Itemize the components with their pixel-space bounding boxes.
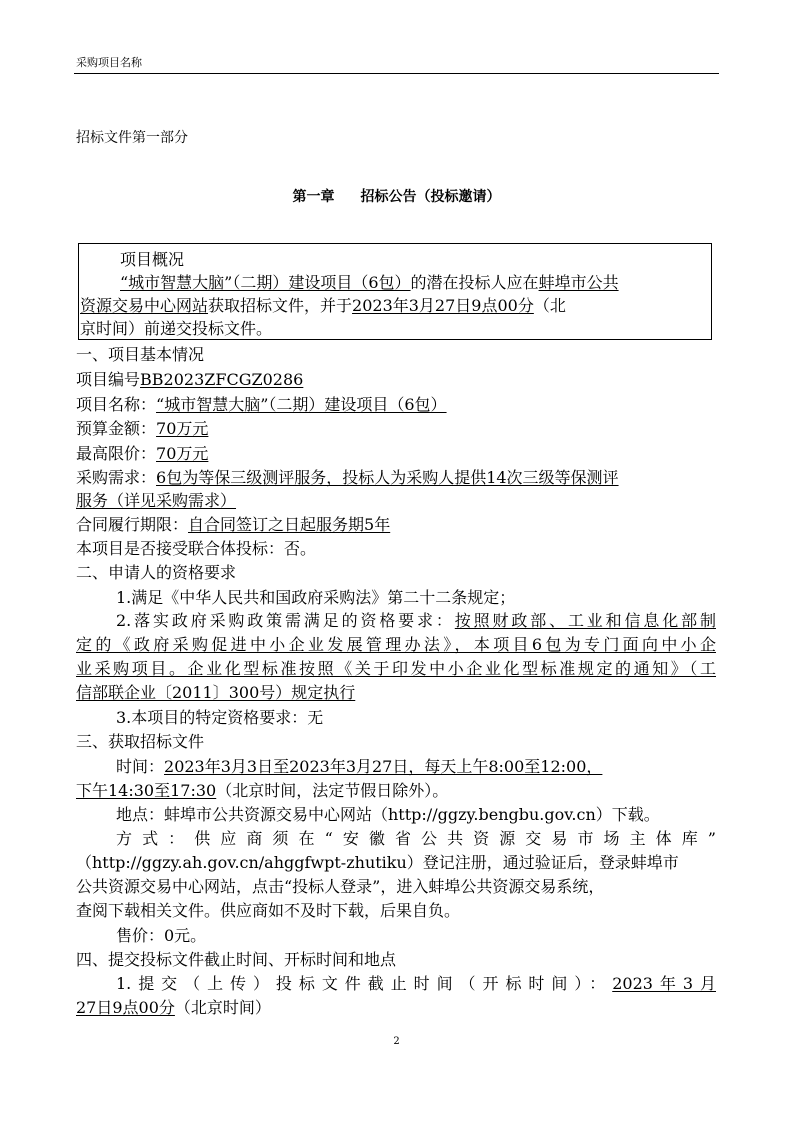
project-name-row: 项目名称：“城市智慧大脑”（二期）建设项目（6包） [76, 395, 447, 414]
demand-row: 采购需求：6包为等保三级测评服务，投标人为采购人提供14次三级等保测评 [76, 468, 619, 487]
header-divider [74, 73, 719, 74]
consortium-row: 本项目是否接受联合体投标：否。 [76, 539, 317, 558]
qualification-item-1: 1.满足《中华人民共和国政府采购法》第二十二条规定； [116, 588, 516, 607]
overview-site-b: 资源交易中心网站 [80, 296, 209, 315]
document-price-row: 售价：0元。 [116, 926, 207, 945]
project-number-row: 项目编号BB2023ZFCGZ0286 [76, 370, 304, 389]
section-3-heading: 三、获取招标文件 [76, 732, 205, 751]
qualification-item-2-line-3: 业采购项目。企业化型标准按照《关于印发中小企业化型标准规定的通知》（工 [76, 659, 716, 678]
section-4-heading: 四、提交投标文件截止时间、开标时间和地点 [76, 950, 397, 969]
demand-value: 6包为等保三级测评服务，投标人为采购人提供14次三级等保测评 [156, 468, 619, 487]
overview-heading: 项目概况 [120, 250, 185, 269]
qualification-item-3: 3.本项目的特定资格要求：无 [116, 708, 324, 727]
qualification-item-2-line-2: 定的《政府采购促进中小企业发展管理办法》，本项目6包为专门面向中小企 [76, 635, 716, 654]
deadline-row: 1.提交（上传）投标文件截止时间（开标时间）：2023年3月 [116, 974, 716, 993]
obtain-method-row: 方式：供应商须在“安徽省公共资源交易市场主体库” [116, 829, 716, 848]
obtain-time-row-2: 下午14:30至17:30（北京时间，法定节假日除外）。 [76, 781, 449, 800]
overview-line-2: 资源交易中心网站获取招标文件，并于2023年3月27日9点00分（北 [80, 296, 566, 315]
overview-line-3: 京时间）前递交投标文件。 [80, 319, 273, 338]
contract-period-value: 自合同签订之日起服务期5年 [188, 515, 391, 534]
budget-row: 预算金额：70万元 [76, 419, 209, 438]
overview-site-a: 蚌埠市公共 [538, 273, 619, 292]
qualification-item-2-line-4: 信部联企业〔2011〕300号）规定执行 [76, 683, 356, 702]
contract-period-row: 合同履行期限：自合同签订之日起服务期5年 [76, 515, 391, 534]
obtain-method-row-4: 查阅下载相关文件。供应商如不及时下载，后果自负。 [76, 901, 461, 920]
deadline-value: 2023年3月 [612, 974, 716, 993]
qualification-item-2: 2.落实政府采购政策需满足的资格要求：按照财政部、工业和信息化部制 [116, 611, 716, 630]
overview-line-1: “城市智慧大脑”（二期）建设项目（6包）的潜在投标人应在蚌埠市公共 [120, 273, 619, 292]
section-2-heading: 二、申请人的资格要求 [76, 563, 237, 582]
overview-deadline: 2023年3月27日9点00分 [352, 296, 534, 315]
obtain-time-value: 2023年3月3日至2023年3月27日，每天上午8:00至12:00， [164, 757, 603, 776]
max-price-row: 最高限价：70万元 [76, 444, 209, 463]
max-price-value: 70万元 [156, 444, 209, 463]
obtain-method-row-3: 公共资源交易中心网站，点击“投标人登录”，进入蚌埠公共资源交易系统， [76, 877, 605, 896]
deadline-row-2: 27日9点00分（北京时间） [76, 998, 271, 1017]
part-title: 招标文件第一部分 [76, 130, 188, 146]
chapter-heading [0, 188, 793, 206]
project-number-value: BB2023ZFCGZ0286 [140, 370, 304, 389]
chapter-number: 第一章 [292, 189, 335, 205]
project-name-header: 采购项目名称 [76, 56, 142, 69]
obtain-method-row-2: （http://ggzy.ah.gov.cn/ahggfwpt-zhutiku）登记注册，通过验证后，登录蚌埠市 [76, 853, 679, 872]
obtain-time-row: 时间：2023年3月3日至2023年3月27日，每天上午8:00至12:00， [116, 757, 603, 776]
demand-row-2: 服务（详见采购需求） [76, 491, 237, 510]
project-name-value: “城市智慧大脑”（二期）建设项目（6包） [156, 395, 447, 414]
page-number: 2 [393, 1036, 400, 1047]
overview-project-name: “城市智慧大脑”（二期）建设项目（6包） [120, 273, 411, 292]
budget-value: 70万元 [156, 419, 209, 438]
chapter-title: 招标公告（投标邀请） [360, 189, 501, 205]
obtain-place-row: 地点：蚌埠市公共资源交易中心网站（http://ggzy.bengbu.gov.cn）下载。 [116, 805, 660, 824]
section-1-heading: 一、项目基本情况 [76, 345, 205, 364]
